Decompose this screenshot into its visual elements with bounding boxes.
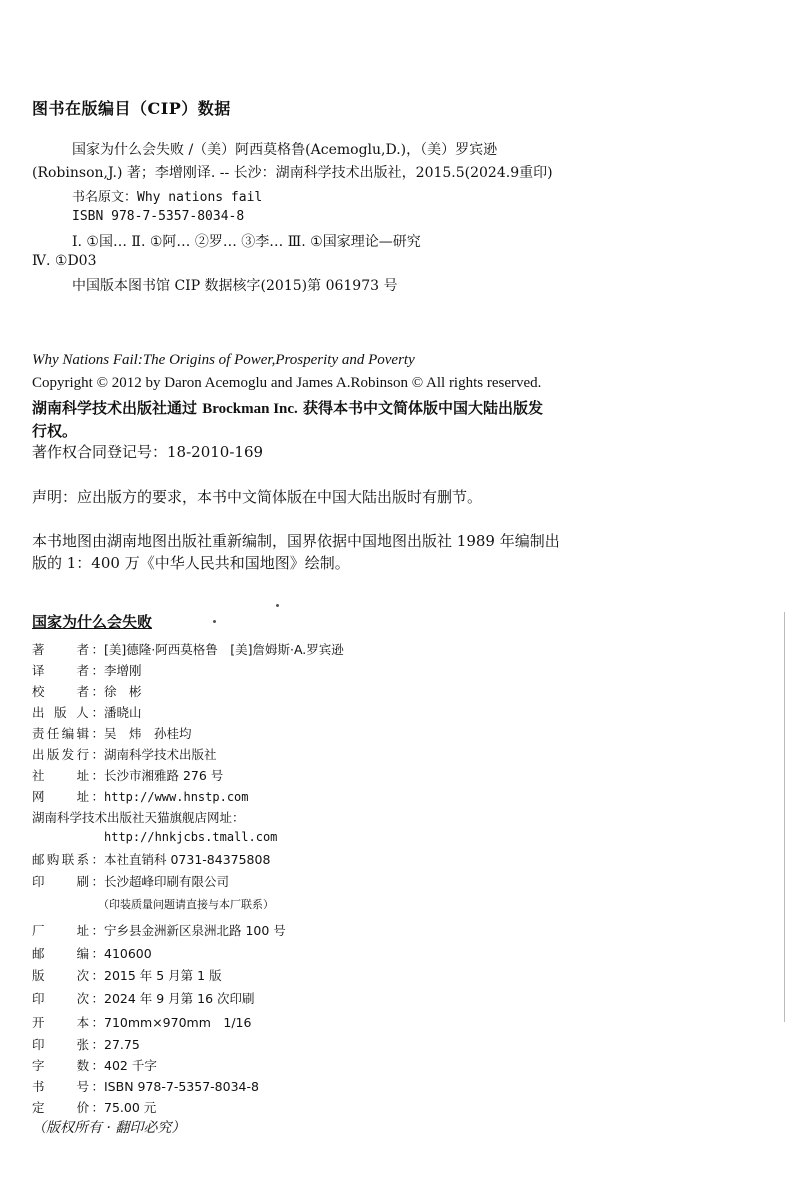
cip-line-data-number: 中国版本图书馆 CIP 数据核字(2015)第 061973 号 bbox=[72, 278, 398, 294]
page-edge-line bbox=[784, 612, 785, 1022]
cip-heading: 图书在版编目（CIP）数据 bbox=[32, 99, 231, 118]
stray-dot bbox=[276, 604, 279, 607]
info-publisher-person: 出 版 人：潘晓山 bbox=[32, 705, 142, 720]
info-sheets: 印 张：27.75 bbox=[32, 1037, 140, 1052]
info-translator: 译 者：李增刚 bbox=[32, 663, 142, 678]
cip-line-class-iv: Ⅳ. ①D03 bbox=[32, 253, 97, 269]
copyright-notice: Copyright © 2012 by Daron Acemoglu and James A.Robinson © All rights reserved. bbox=[32, 375, 542, 391]
cip-line-isbn: ISBN 978-7-5357-8034-8 bbox=[72, 209, 245, 224]
info-editor: 责任编辑：吴 炜 孙桂均 bbox=[32, 726, 192, 741]
info-tmall-url: http://hnkjcbs.tmall.com bbox=[104, 830, 278, 844]
info-author: 著 者：[美]德隆·阿西莫格鲁 [美]詹姆斯·A.罗宾逊 bbox=[32, 642, 344, 657]
license-statement: 湖南科学技术出版社通过 Brockman Inc. 获得本书中文简体版中国大陆出版发 行权。 bbox=[32, 399, 544, 440]
info-factory: 厂 址：宁乡县金洲新区泉洲北路 100 号 bbox=[32, 923, 286, 938]
rights-reserved: （版权所有 · 翻印必究） bbox=[32, 1120, 186, 1136]
cip-line-original-title: 书名原文：Why nations fail bbox=[72, 190, 263, 205]
info-word-count: 字 数：402 千字 bbox=[32, 1058, 157, 1073]
info-mail-order: 邮购联系：本社直销科 0731-84375808 bbox=[32, 852, 271, 867]
info-tmall-label: 湖南科学技术出版社天猫旗舰店网址： bbox=[32, 810, 245, 825]
info-website: 网 址：http://www.hnstp.com bbox=[32, 789, 249, 804]
cip-line-classification: Ⅰ. ①国… Ⅱ. ①阿… ②罗… ③李… Ⅲ. ①国家理论—研究 bbox=[72, 234, 421, 250]
book-title: 国家为什么会失败 bbox=[32, 613, 153, 631]
info-address: 社 址：长沙市湘雅路 276 号 bbox=[32, 768, 224, 783]
map-note: 本书地图由湖南地图出版社重新编制，国界依据中国地图出版社 1989 年编制出 版的 1：400 万《中华人民共和国地图》绘制。 bbox=[32, 532, 560, 572]
cip-line-title: 国家为什么会失败 /（美）阿西莫格鲁(Acemoglu,D.)，（美）罗宾逊 bbox=[72, 142, 498, 158]
info-printer: 印 刷：长沙超峰印刷有限公司 bbox=[32, 874, 230, 889]
abridgement-statement: 声明：应出版方的要求，本书中文简体版在中国大陆出版时有删节。 bbox=[32, 488, 483, 506]
info-distributor: 出版发行：湖南科学技术出版社 bbox=[32, 747, 217, 762]
info-edition: 版 次：2015 年 5 月第 1 版 bbox=[32, 968, 222, 983]
info-proofreader: 校 者：徐 彬 bbox=[32, 684, 142, 699]
info-impression: 印 次：2024 年 9 月第 16 次印刷 bbox=[32, 991, 255, 1006]
info-print-note: （印装质量问题请直接与本厂联系） bbox=[98, 898, 274, 911]
info-postcode: 邮 编：410600 bbox=[32, 946, 152, 961]
english-title: Why Nations Fail:The Origins of Power,Prosperity and Poverty bbox=[32, 352, 415, 368]
info-format: 开 本：710mm×970mm 1/16 bbox=[32, 1015, 252, 1030]
stray-dot bbox=[213, 620, 216, 623]
cip-line-publisher: (Robinson,J.) 著；李增刚译. -- 长沙：湖南科学技术出版社，2015.5(2024.9重印) bbox=[32, 165, 553, 181]
info-isbn: 书 号：ISBN 978-7-5357-8034-8 bbox=[32, 1079, 259, 1094]
info-price: 定 价：75.00 元 bbox=[32, 1100, 157, 1115]
contract-registration: 著作权合同登记号：18-2010-169 bbox=[32, 443, 264, 461]
